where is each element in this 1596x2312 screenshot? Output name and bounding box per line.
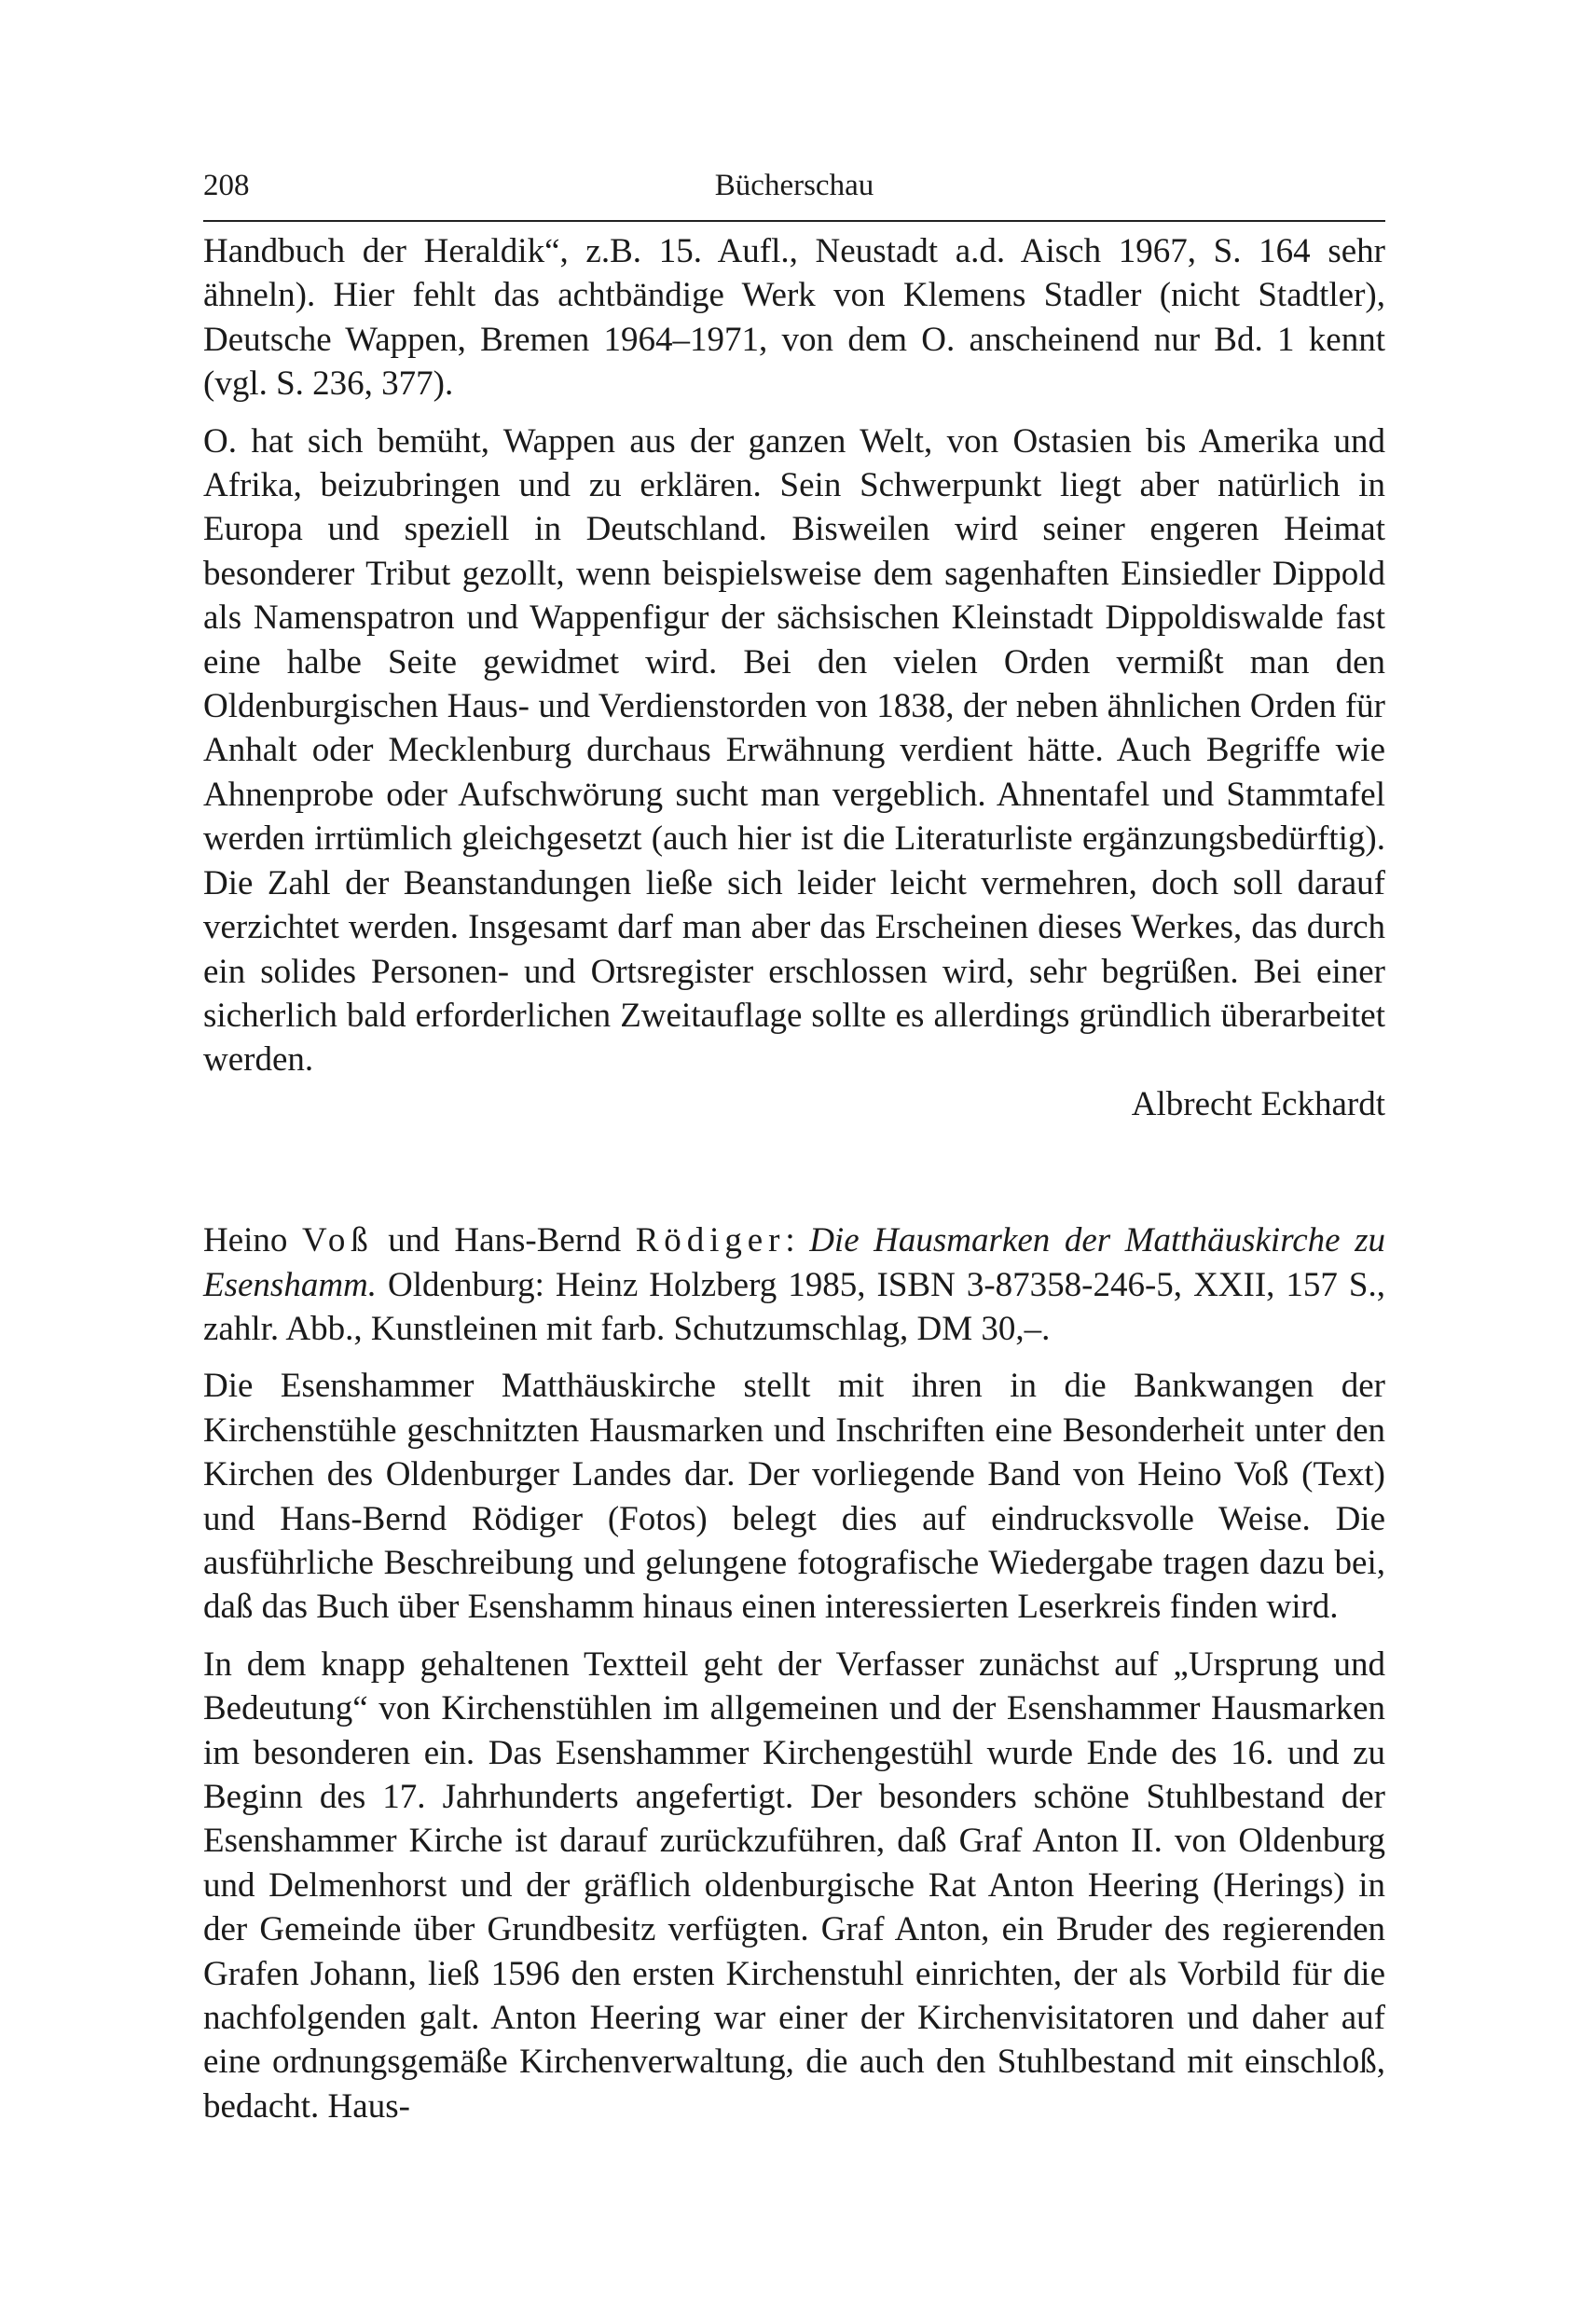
author1-firstname: Heino [203, 1221, 288, 1260]
authors-connector: und [388, 1221, 440, 1260]
page-number: 208 [203, 169, 250, 202]
header-rule [203, 220, 1385, 222]
reviewer-signature: Albrecht Eckhardt [1131, 1084, 1385, 1123]
running-title: Bücherschau [714, 169, 874, 202]
book-details: Oldenburg: Heinz Holzberg 1985, ISBN 3-87358-246-5, XXII, 157 S., zahlr. Abb., Kunstleinen mit farb. Schutzumschlag, DM 30,–. [203, 1265, 1385, 1348]
page-header [203, 164, 1385, 207]
review2-paragraph-2: In dem knapp gehaltenen Textteil geht der Verfasser zunächst auf „Ursprung und Bedeutung“ von Kirchenstühlen im allgemeinen und der Esenshammer Hausmarken im besonderen ein. Das Esenshammer Kirchengestühl wurde Ende des 16. und zu Beginn des 17. Jahrhunderts angefertigt. Der besonders schöne Stuhlbestand der Esenshammer Kirche ist darauf zurückzuführen, daß Graf Anton II. von Oldenburg und Delmenhorst und der gräflich oldenburgische Rat Anton Heering (Herings) in der Gemeinde über Grundbesitz verfügten. Graf Anton, ein Bruder des regierenden Grafen Johann, ließ 1596 den ersten Kirchenstuhl einrichten, der als Vorbild für die nachfolgenden galt. Anton Heering war einer der Kirchenvisitatoren und daher auf eine ordnungsgemäße Kirchenverwaltung, die auch den Stuhlbestand mit einschloß, bedacht. Haus- [203, 1645, 1385, 2126]
book-page [203, 164, 1385, 2128]
review1-paragraph-1: Handbuch der Heraldik“, z.B. 15. Aufl., Neustadt a.d. Aisch 1967, S. 164 sehr ähneln). Hier fehlt das achtbändige Werk von Klemens Stadler (nicht Stadtler), Deutsche Wappen, Bremen 1964–1971, von dem O. anscheinend nur Bd. 1 kennt (vgl. S. 236, 377). [203, 232, 1385, 404]
bibliographic-entry: Heino Voß und Hans-Bernd Rödiger: Die Hausmarken der Matthäuskirche zu Esenshamm. Oldenburg: Heinz Holzberg 1985, ISBN 3-87358-246-5, XXII, 157 S., zahlr. Abb., Kunstleinen mit farb. Schutzumschlag, DM 30,–. [203, 1221, 1386, 1348]
book-title: Die Hausmarken der Matthäuskirche zu Esenshamm. [203, 1221, 1386, 1304]
author2-surname: Rödiger [635, 1221, 786, 1260]
author1-surname: Voß [302, 1221, 374, 1260]
author2-firstname: Hans-Bernd [454, 1221, 622, 1260]
review1-paragraph-2: O. hat sich bemüht, Wappen aus der ganzen Welt, von Ostasien bis Amerika und Afrika, beizubringen und zu erklären. Sein Schwerpunkt liegt aber natürlich in Europa und speziell in Deutschland. Bisweilen wird seiner engeren Heimat besonderer Tribut gezollt, wenn beispielsweise dem sagenhaften Einsiedler Dippold als Namenspatron und Wappenfigur der sächsischen Kleinstadt Dippoldiswalde fast eine halbe Seite gewidmet wird. Bei den vielen Orden vermißt man den Oldenburgischen Haus- und Verdienstorden von 1838, der neben ähnlichen Orden für Anhalt oder Mecklenburg durchaus Erwähnung verdient hätte. Auch Begriffe wie Ahnenprobe oder Aufschwörung sucht man vergeblich. Ahnentafel und Stammtafel werden irrtümlich gleichgesetzt (auch hier ist die Literaturliste ergänzungsbedürftig). Die Zahl der Beanstandungen ließe sich leider leicht vermehren, doch soll darauf verzichtet werden. Insgesamt darf man aber das Erscheinen dieses Werkes, das durch ein solides Personen- und Ortsregister erschlossen wird, sehr begrüßen. Bei einer sicherlich bald erforderlichen Zweitauflage sollte es allerdings gründlich überarbeitet werden. [203, 421, 1385, 1080]
review2-paragraph-1: Die Esenshammer Matthäuskirche stellt mit ihren in die Bankwangen der Kirchenstühle geschnitzten Hausmarken und Inschriften eine Besonderheit unter den Kirchen des Oldenburger Landes dar. Der vorliegende Band von Heino Voß (Text) und Hans-Bernd Rödiger (Fotos) belegt dies auf eindrucksvolle Weise. Die ausführliche Beschreibung und gelungene fotografische Wiedergabe tragen dazu bei, daß das Buch über Esenshamm hinaus einen interessierten Leserkreis finden wird. [203, 1367, 1385, 1627]
